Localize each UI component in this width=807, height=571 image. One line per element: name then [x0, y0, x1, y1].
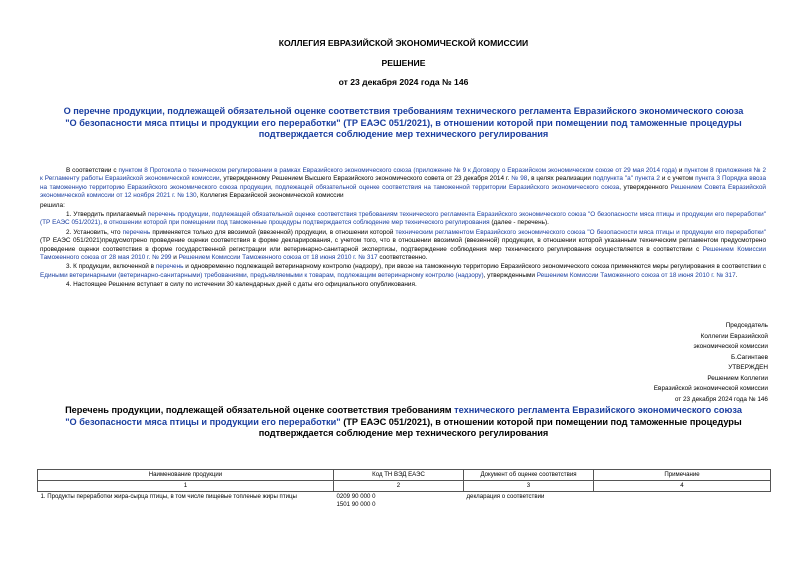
text-fragment: , в целях реализации: [527, 175, 593, 183]
column-header-name: Наименование продукции: [38, 470, 334, 481]
product-code-cell: [334, 492, 464, 511]
table-header-row: [38, 470, 771, 481]
signature-line: Коллегии Евразийской: [700, 332, 768, 340]
treaty-annex-link[interactable]: (приложение № 9 к Договору о Евразийском экономическом союзе от 29 мая 2014 года): [413, 167, 677, 174]
item-2-paragraph: [40, 229, 766, 263]
text-fragment: применяется только для ввозимой (ввезенной) продукции, в отношении которой: [150, 228, 396, 236]
column-header-code: Код ТН ВЭД ЕАЭС: [334, 470, 464, 481]
resolved-label: решила:: [40, 201, 65, 209]
text-fragment: 3. К продукции, включенной в: [66, 263, 156, 271]
item-4-paragraph: 4. Настоящее Решение вступает в силу по истечении 30 календарных дней с даты его официального опубликования.: [66, 281, 417, 289]
text-fragment: .: [735, 271, 738, 279]
document-date-heading: от 23 декабря 2024 года № 146: [338, 77, 469, 87]
product-list-link[interactable]: перечень продукции, подлежащей обязательной оценке соответствия требованиям технического регламента Евразийского экономического союза "О безопасности мяса птицы и продукции его переработки" (ТР ЕАЭС 051/2021), в отношении которой при помещении под таможенные процедуры подтверждается соблюдение мер технического регулирования: [40, 211, 766, 227]
regulation-annex-link[interactable]: пунктом 8 приложения № 2 к Регламенту работы Евразийской экономической комиссии: [40, 167, 767, 183]
column-number: 1: [38, 481, 334, 492]
text-fragment: и: [676, 167, 685, 174]
approval-line: Решением Коллегии: [707, 374, 768, 382]
text-fragment: 1. Утвердить прилагаемый: [66, 211, 148, 219]
text-fragment: (далее - перечень).: [489, 219, 549, 227]
decision-317-link[interactable]: Решением Комиссии Таможенного союза от 18 июня 2010 г. № 317: [178, 254, 378, 262]
product-table: [37, 469, 771, 510]
list-link[interactable]: перечень: [122, 228, 151, 236]
text-fragment: 2. Установить, что: [66, 228, 123, 236]
text-fragment: , утвержденному Решением Высшего Евразийского экономического совета от 23 декабря 2014 г.: [219, 175, 512, 183]
preamble-paragraph: [40, 167, 766, 201]
council-decision-130-link[interactable]: Решением Совета Евразийской экономической комиссии от 12 ноября 2021 г. № 130: [40, 183, 767, 200]
decision-98-link[interactable]: № 98: [511, 175, 528, 183]
text-fragment: В соответствии с: [66, 167, 119, 174]
conformity-document-cell: декларация о соответствии: [466, 493, 545, 500]
product-code: 0209 90 000 0: [336, 493, 376, 500]
approval-line: Евразийской экономической комиссии: [653, 385, 768, 393]
veterinary-requirements-link[interactable]: Едиными ветеринарными (ветеринарно-санитарными) требованиями, предъявляемыми к товарам, подлежащим ветеринарному контролю (надзору): [40, 271, 484, 279]
signature-line: Председатель: [725, 322, 768, 329]
document-type-heading: РЕШЕНИЕ: [381, 58, 426, 68]
product-name-cell: 1. Продукты переработки жира-сырца птицы, в том числе пищевые топленые жиры птицы: [40, 493, 297, 500]
text-fragment: (ТР ЕАЭС 051/2021), в отношении которой при помещении под таможенные процедуры подтверждается соблюдение мер технического регулирования: [258, 416, 742, 439]
product-code: 1501 90 000 0: [336, 501, 376, 508]
text-fragment: и с учетом: [659, 175, 696, 183]
text-fragment: и одновременно подлежащей ветеринарному контролю (надзору), при ввозе на таможенную территорию Евразийского экономического союза применяются меры регулирования в соответствии с: [183, 263, 766, 271]
column-number: 2: [334, 481, 464, 492]
document-title: О перечне продукции, подлежащей обязательной оценке соответствия требованиям технического регламента Евразийского экономического союза "О безопасности мяса птицы и продукции его переработки" (ТР ЕАЭС 051/2021), в отношении которой при помещении под таможенные процедуры подтверждается соблюдение мер технического регулирования: [63, 106, 744, 140]
item-1-paragraph: [40, 211, 766, 228]
approval-line: от 23 декабря 2024 года № 146: [674, 395, 768, 403]
column-number: 3: [464, 481, 594, 492]
text-fragment: (ТР ЕАЭС 051/2021)предусмотрено проведение оценки соответствия в форме декларирования, с учетом того, что в отношении ввозимой (ввезенной) продукции, в отношении которой указанным техническим регламентом предусмотрено проведение оценки соответствия в форме государственной регистрации или ветеринарно-санитарной экспертизы, подтверждение соблюдения мер технического регулирования осуществляется в соответствии с: [40, 237, 766, 253]
organization-heading: КОЛЛЕГИЯ ЕВРАЗИЙСКОЙ ЭКОНОМИЧЕСКОЙ КОМИССИИ: [278, 38, 529, 48]
list-link[interactable]: перечень: [155, 263, 184, 271]
text-fragment: , утвержденными: [483, 271, 537, 279]
text-fragment: соответственно.: [377, 254, 428, 262]
protocol-link[interactable]: пунктом 8 Протокола о техническом регулировании в рамках Евразийского экономического союза: [118, 167, 412, 174]
note-cell: [594, 492, 771, 511]
approval-line: УТВЕРЖДЕН: [728, 364, 768, 371]
technical-regulation-link[interactable]: технического регламента Евразийского экономического союза "О безопасности мяса птицы и продукции его переработки": [65, 405, 742, 427]
column-number: 4: [594, 481, 771, 492]
column-header-document: Документ об оценке соответствия: [464, 470, 594, 481]
item-3-paragraph: [40, 263, 766, 280]
text-fragment: , утвержденного: [619, 183, 671, 191]
text-fragment: Перечень продукции, подлежащей обязательной оценке соответствия требованиям: [65, 405, 455, 415]
subparagraph-link[interactable]: подпункта "а" пункта 2: [592, 175, 660, 183]
signature-line: экономической комиссии: [693, 343, 768, 351]
technical-regulation-link[interactable]: техническим регламентом Евразийского экономического союза "О безопасности мяса птицы и продукции его переработки": [395, 228, 766, 236]
decision-299-link[interactable]: Решением Комиссии Таможенного союза от 28 мая 2010 г. № 299: [40, 245, 766, 262]
signature-line: Б.Сагинтаев: [731, 353, 768, 361]
list-title: [60, 405, 747, 440]
column-header-note: Примечание: [594, 470, 771, 481]
table-number-row: [38, 481, 771, 492]
table-row: [38, 492, 771, 511]
text-fragment: и: [171, 254, 179, 262]
signature-block: [588, 321, 768, 363]
approval-block: [588, 363, 768, 405]
decision-body: [40, 167, 766, 291]
import-procedure-link[interactable]: пункта 3 Порядка ввоза на таможенную территорию Евразийского экономического союза продукции, подлежащей обязательной оценке соответствия на таможенной территории Евразийского экономического союза: [40, 175, 766, 191]
text-fragment: , Коллегия Евразийской экономической комиссии: [196, 192, 344, 200]
decision-317-link[interactable]: Решением Комиссии Таможенного союза от 18 июня 2010 г. № 317: [536, 271, 736, 279]
